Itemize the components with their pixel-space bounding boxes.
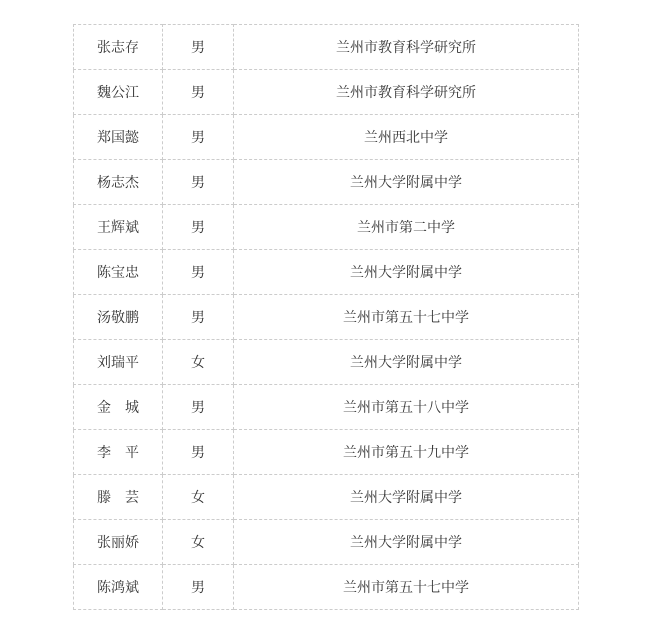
institution-cell: 兰州大学附属中学 xyxy=(234,520,579,565)
institution-cell: 兰州市第五十九中学 xyxy=(234,430,579,475)
table-row xyxy=(74,25,579,70)
gender-cell: 女 xyxy=(163,520,234,565)
gender-cell: 男 xyxy=(163,430,234,475)
gender-cell: 男 xyxy=(163,115,234,160)
name-cell: 滕 芸 xyxy=(74,475,163,520)
institution-cell: 兰州市第二中学 xyxy=(234,205,579,250)
table-row xyxy=(74,340,579,385)
table-row xyxy=(74,520,579,565)
table-row xyxy=(74,385,579,430)
roster-table xyxy=(73,24,579,610)
institution-cell: 兰州西北中学 xyxy=(234,115,579,160)
name-cell: 汤敬鹏 xyxy=(74,295,163,340)
institution-cell: 兰州市第五十七中学 xyxy=(234,565,579,610)
name-cell: 郑国懿 xyxy=(74,115,163,160)
table-row xyxy=(74,430,579,475)
name-cell: 王辉斌 xyxy=(74,205,163,250)
gender-cell: 男 xyxy=(163,295,234,340)
name-cell: 张志存 xyxy=(74,25,163,70)
gender-cell: 男 xyxy=(163,385,234,430)
table-row xyxy=(74,475,579,520)
name-cell: 刘瑞平 xyxy=(74,340,163,385)
gender-cell: 男 xyxy=(163,160,234,205)
institution-cell: 兰州市第五十八中学 xyxy=(234,385,579,430)
institution-cell: 兰州大学附属中学 xyxy=(234,475,579,520)
gender-cell: 男 xyxy=(163,250,234,295)
institution-cell: 兰州大学附属中学 xyxy=(234,340,579,385)
name-cell: 陈鸿斌 xyxy=(74,565,163,610)
table-row xyxy=(74,115,579,160)
gender-cell: 女 xyxy=(163,475,234,520)
institution-cell: 兰州大学附属中学 xyxy=(234,250,579,295)
name-cell: 金 城 xyxy=(74,385,163,430)
name-cell: 陈宝忠 xyxy=(74,250,163,295)
gender-cell: 女 xyxy=(163,340,234,385)
name-cell: 魏公江 xyxy=(74,70,163,115)
roster-table-body xyxy=(74,25,579,610)
table-row xyxy=(74,205,579,250)
gender-cell: 男 xyxy=(163,205,234,250)
name-cell: 李 平 xyxy=(74,430,163,475)
table-row xyxy=(74,70,579,115)
table-row xyxy=(74,295,579,340)
name-cell: 杨志杰 xyxy=(74,160,163,205)
gender-cell: 男 xyxy=(163,25,234,70)
institution-cell: 兰州大学附属中学 xyxy=(234,160,579,205)
institution-cell: 兰州市教育科学研究所 xyxy=(234,70,579,115)
gender-cell: 男 xyxy=(163,70,234,115)
table-row xyxy=(74,565,579,610)
gender-cell: 男 xyxy=(163,565,234,610)
institution-cell: 兰州市第五十七中学 xyxy=(234,295,579,340)
institution-cell: 兰州市教育科学研究所 xyxy=(234,25,579,70)
name-cell: 张丽娇 xyxy=(74,520,163,565)
roster-table-container xyxy=(73,24,579,610)
table-row xyxy=(74,250,579,295)
table-row xyxy=(74,160,579,205)
